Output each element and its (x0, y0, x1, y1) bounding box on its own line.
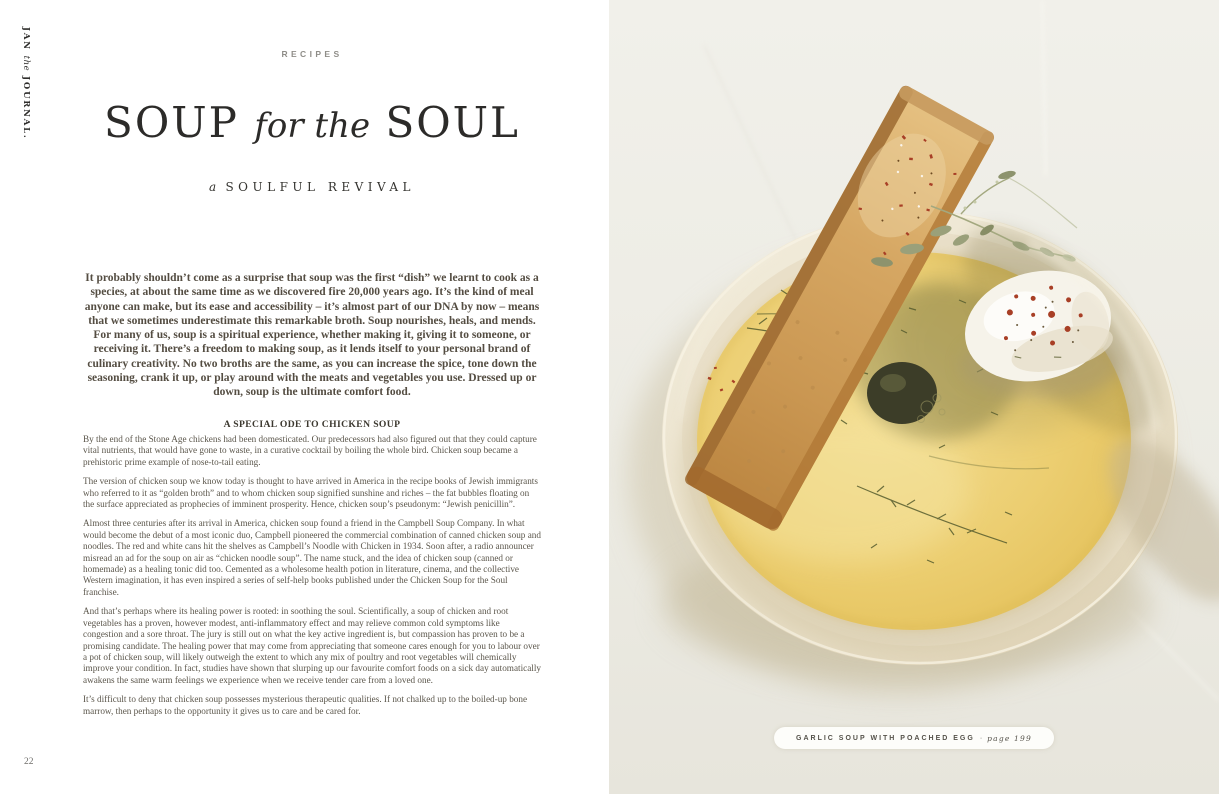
caption-separator: · (979, 734, 983, 742)
body-paragraph: Almost three centuries after its arrival in America, chicken soup found a friend in the Campbell Soup Company. In what would become the debut of a most iconic duo, Campbell pioneered the commercial combination of canned chicken soup and noodles. The red and white cans hit the shelves as Campbell’s Noodle with Chicken in 1934. Soon after, a radio announcer misread an ad for the soup on air as “chicken noodle soup”. The name stuck, and the idea of chicken soup (canned or homemade) as a healing tonic did too. Cemented as a wholesome health potion in literature, cinema, and the collective Western imagination, it has even inspired a series of self-help books published under the Chicken Soup for the Soul franchise. (83, 518, 541, 597)
spine-journal-label (21, 27, 31, 140)
page-number: 22 (24, 757, 34, 767)
soup-photo (609, 0, 1219, 794)
intro-paragraph: It probably shouldn’t come as a surprise that soup was the first “dish” we learnt to cook as a species, at about the same time as we discovered fire 20,000 years ago. It’s the kind of meal anyone can make, but its ease and accessibility – it’s almost part of our DNA by now – means that we sometimes underestimate this remarkable broth. Soup nourishes, heals, and mends. For many of us, soup is a spiritual experience, whether making it, giving it to someone, or receiving it. There’s a freedom to making soup, as it lends itself to your personal brand of culinary creativity. No two broths are the same, as you can increase the spice, tone down the seasoning, crank it up, or play around with the meats and vegetables you use. Dressed up or down, soup is the ultimate comfort food. (84, 272, 540, 398)
title-soul: SOUL (385, 98, 520, 147)
article-subtitle (83, 180, 541, 194)
article-title (63, 98, 561, 147)
title-for-the: for the (254, 106, 371, 146)
body-paragraph: The version of chicken soup we know today is thought to have arrived in America in the recipe books of Jewish immigrants who referred to it as “golden broth” and to whom chicken soup signified sunshine and riches – the fat bubbles floating on the surface appreciated as prophecies of imminent prosperity. Hence, chicken soup’s pseudonym: “Jewish penicillin”. (83, 476, 538, 510)
body-copy (83, 434, 541, 725)
subtitle-text: SOULFUL REVIVAL (225, 180, 416, 194)
caption-text: GARLIC SOUP WITH POACHED EGG (796, 734, 975, 742)
body-paragraph: And that’s perhaps where its healing power is rooted: in soothing the soul. Scientifically, a soup of chicken and root vegetables has a proven, however modest, anti-inflammatory effect and may relieve common cold symptoms like congestion and a sore throat. The jury is still out on what the key active ingredient is, but compassion has proven to be a promising candidate. The healing power that may come from appreciating that someone cares enough for you to labour over a pot of chicken soup, will likely outweigh the extent to which any mix of poultry and root vegetables will chemically improve your condition. In fact, studies have shown that slurping up our favourite comfort foods on a sick day automatically awakens the same warm feelings we experience when we receive tender care from a loved one. (83, 606, 541, 685)
spine-the: the (21, 55, 31, 72)
caption-page-ref: page 199 (987, 733, 1032, 743)
article-column (83, 0, 541, 794)
left-page (0, 0, 609, 794)
body-paragraph: By the end of the Stone Age chickens had been domesticated. Our predecessors had also figured out that they could capture vital nutrients, that would have gone to waste, in a curative cocktail by boiling the whole bird. Chicken soup became a prehistoric prime example of nose-to-tail eating. (83, 434, 537, 467)
spine-journal: JOURNAL. (21, 76, 31, 140)
right-page (609, 0, 1219, 794)
title-soup: SOUP (104, 98, 239, 147)
subtitle-a: a (208, 180, 218, 194)
spine-jan: JAN (21, 27, 31, 51)
photo-caption-pill (774, 727, 1054, 749)
section-heading: A SPECIAL ODE TO CHICKEN SOUP (223, 419, 401, 430)
section-kicker: RECIPES (281, 49, 343, 59)
body-paragraph: It’s difficult to deny that chicken soup possesses mysterious therapeutic qualities. If not chalked up to the boiled-up bone marrow, then perhaps to the opportunity it gives us to care and be cared for. (83, 694, 528, 716)
